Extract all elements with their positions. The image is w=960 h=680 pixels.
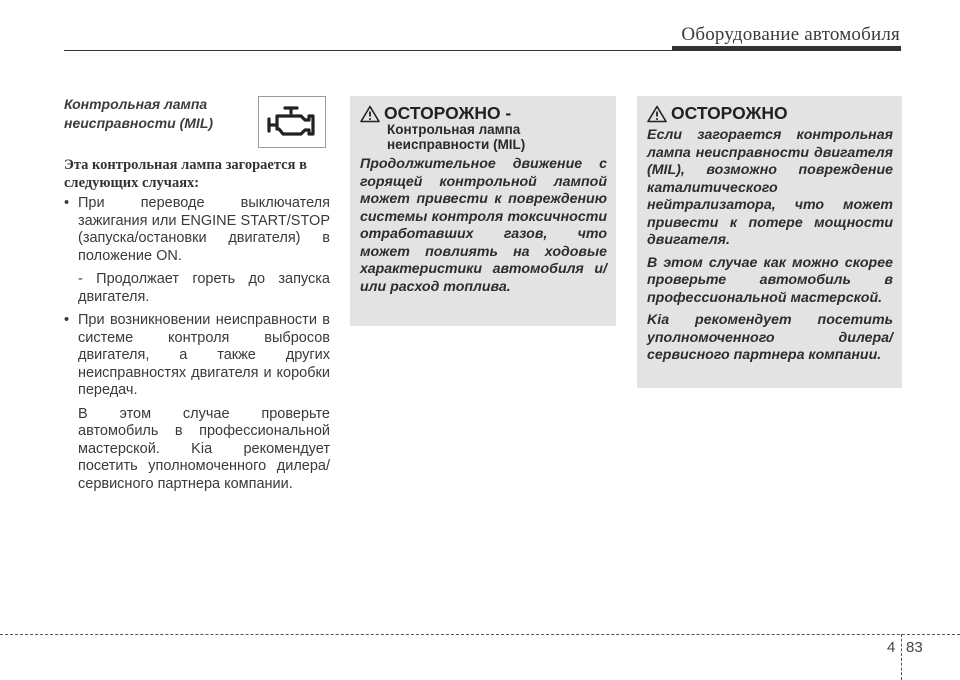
chapter-number: 4 bbox=[887, 639, 896, 656]
mil-lead-text: Эта контрольная лампа загорается в следующих случаях: bbox=[64, 157, 307, 191]
caution-header bbox=[360, 104, 607, 123]
caution-box-mil bbox=[350, 96, 616, 326]
list-item-text: При возникновении неисправности в системе контроля выбросов двигателя, а также других неисправностях двигателя и коробки передач. bbox=[78, 312, 330, 398]
caution-title: ОСТОРОЖНО bbox=[671, 103, 788, 123]
caution-header bbox=[647, 104, 893, 123]
mil-conditions-list bbox=[64, 195, 330, 493]
caution-box-catalyst bbox=[637, 96, 902, 388]
bullet-marker: • bbox=[64, 195, 70, 211]
page-number: 83 bbox=[906, 639, 923, 656]
header-rule-accent bbox=[672, 46, 901, 51]
caution-text: В этом случае как можно скорее проверьте автомобиль в профессиональной мастерской. bbox=[647, 254, 893, 306]
caution-subtitle: Контрольная лампа неисправности (MIL) bbox=[387, 122, 526, 152]
mil-section bbox=[64, 92, 330, 492]
list-item-note: В этом случае проверьте автомобиль в профессиональной мастерской. Kia рекомендует посетить уполномоченного дилера/сервисного партнера компании. bbox=[78, 405, 330, 492]
list-item bbox=[64, 195, 330, 265]
list-item bbox=[64, 312, 330, 400]
list-item-text: При переводе выключателя зажигания или ENGINE START/STOP (запуска/остановки двигателя) в положение ON. bbox=[78, 195, 330, 264]
warning-triangle-icon bbox=[360, 105, 380, 123]
caution-title: ОСТОРОЖНО - bbox=[384, 103, 512, 123]
list-item-note: - Продолжает гореть до запуска двигателя. bbox=[78, 271, 330, 305]
mil-title: Контрольная лампа неисправности (MIL) bbox=[64, 96, 214, 131]
bullet-marker: • bbox=[64, 312, 70, 328]
footer-divider bbox=[901, 634, 902, 680]
engine-check-icon-graphic bbox=[265, 102, 319, 142]
footer-rule bbox=[0, 634, 960, 635]
engine-check-icon bbox=[258, 96, 326, 148]
caution-text: Продолжительное движение с горящей контрольной лампой может привести к повреждению системы контроля токсичности отработавших газов, что может повлиять на ходовые характеристики автомобиля и/или расход топлива. bbox=[360, 156, 607, 295]
caution-text: Если загорается контрольная лампа неисправности двигателя (MIL), возможно повреждение каталитического нейтрализатора, что может привести к потере мощности двигателя. bbox=[647, 127, 893, 248]
page-header-title: Оборудование автомобиля bbox=[681, 24, 900, 45]
caution-text: Kia рекомендует посетить уполномоченного дилера/сервисного партнера компании. bbox=[647, 312, 893, 363]
warning-triangle-icon bbox=[647, 105, 667, 123]
